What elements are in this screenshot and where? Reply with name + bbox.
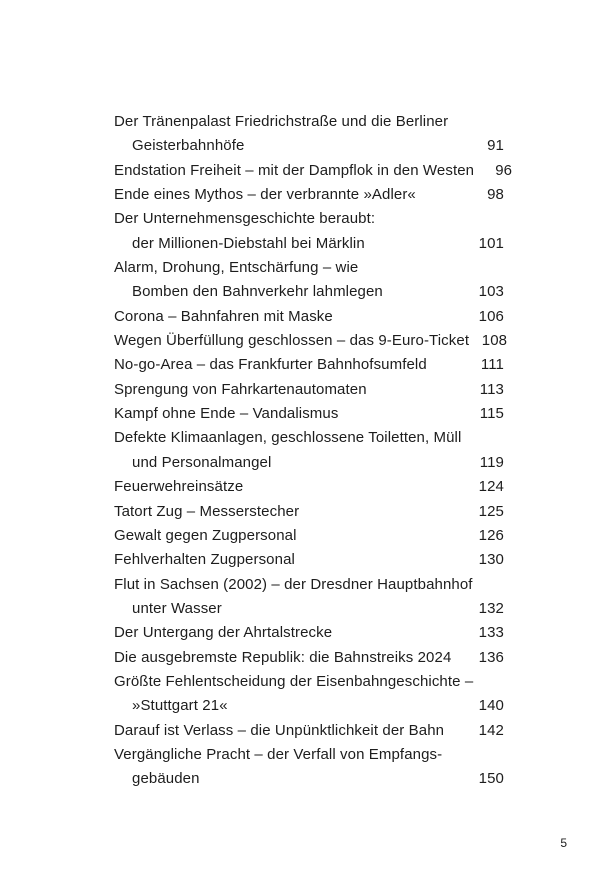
- toc-entry-title: der Millionen-Diebstahl bei Märklin: [132, 234, 365, 252]
- toc-entry-title: Darauf ist Verlass – die Unpünktlichkeit der Bahn: [114, 721, 445, 739]
- toc-entry-title: Bomben den Bahnverkehr lahmlegen: [132, 283, 383, 301]
- toc-entry-title: Tatort Zug – Messerstecher: [114, 502, 300, 520]
- toc-entry-title: Flut in Sachsen (2002) – der Dresdner Hauptbahnhof: [114, 575, 473, 593]
- toc-entry-line: [114, 232, 504, 256]
- toc-entry-title: Vergängliche Pracht – der Verfall von Empfangs-: [114, 745, 443, 763]
- toc-entry-line: [114, 451, 504, 475]
- toc-entry-line: [114, 378, 504, 402]
- toc-entry-line: [114, 475, 504, 499]
- toc-entry-page: 150: [478, 770, 504, 788]
- toc-entry-line: [114, 329, 508, 353]
- toc-entry-title: Fehlverhalten Zugpersonal: [114, 551, 295, 569]
- toc-entry-page: 103: [478, 283, 504, 301]
- toc-entry-line: [114, 670, 504, 694]
- toc-entry-line: [114, 183, 504, 207]
- toc-entry-title: No-go-Area – das Frankfurter Bahnhofsumfeld: [114, 356, 427, 374]
- toc-entry-line: [114, 646, 504, 670]
- toc-entry-page: 91: [487, 137, 504, 155]
- toc-entry-line: [114, 353, 504, 377]
- toc-entry-line: [114, 573, 504, 597]
- toc-entry-title: Der Untergang der Ahrtalstrecke: [114, 624, 333, 642]
- toc-entry-line: [114, 597, 504, 621]
- toc-entry-title: »Stuttgart 21«: [132, 697, 228, 715]
- toc-entry-page: 130: [478, 551, 504, 569]
- toc-entry-line: [114, 305, 504, 329]
- toc-entry-line: [114, 548, 504, 572]
- toc-entry-page: 101: [478, 234, 504, 252]
- toc-entry-title: Wegen Überfüllung geschlossen – das 9-Euro-Ticket: [114, 332, 470, 350]
- toc-entry-page: 142: [478, 721, 504, 739]
- toc-entry-title: Der Tränenpalast Friedrichstraße und die Berliner: [114, 113, 449, 130]
- toc-entry-page: 136: [478, 648, 504, 666]
- toc-entry-page: 106: [478, 307, 504, 325]
- toc-entry-title: Der Unternehmensgeschichte beraubt:: [114, 210, 376, 228]
- toc-entry-page: 125: [478, 502, 504, 520]
- toc-entry-page: 115: [479, 405, 504, 423]
- toc-entry-title: Geisterbahnhöfe: [132, 137, 245, 155]
- toc-entry-line: [114, 280, 504, 304]
- toc-entry-line: [114, 256, 504, 280]
- toc-entry-title: Feuerwehreinsätze: [114, 478, 244, 496]
- toc-entry-title: Gewalt gegen Zugpersonal: [114, 526, 297, 544]
- toc-entry-line: [114, 524, 504, 548]
- toc-entry-page: 124: [478, 478, 504, 496]
- toc-entry-page: 108: [481, 332, 508, 350]
- toc-entry-page: 126: [478, 526, 504, 544]
- toc-entry-page: 111: [480, 356, 504, 374]
- toc-entry-line: [114, 767, 504, 791]
- page-number-footer: 5: [560, 836, 567, 850]
- toc-entry-line: [114, 207, 504, 231]
- toc-entry-page: 133: [478, 624, 504, 642]
- toc-entry-title: unter Wasser: [132, 599, 222, 617]
- toc-entry-title: Endstation Freiheit – mit der Dampflok in den Westen: [114, 161, 475, 179]
- toc-entry-title: Ende eines Mythos – der verbrannte »Adler«: [114, 186, 416, 204]
- toc-entry-line: [114, 426, 504, 450]
- toc-entry-page: 119: [479, 453, 504, 471]
- toc-entry-title: Kampf ohne Ende – Vandalismus: [114, 405, 339, 423]
- toc-entry-title: und Personalmangel: [132, 453, 272, 471]
- toc-entry-line: [114, 719, 504, 743]
- toc-entry-title: gebäuden: [132, 770, 200, 788]
- toc-entry-line: [114, 134, 504, 158]
- toc-entry-line: [114, 694, 504, 718]
- toc-entry-title: Alarm, Drohung, Entschärfung – wie: [114, 259, 359, 277]
- toc-entry-page: 96: [495, 161, 513, 179]
- toc-entry-title: Sprengung von Fahrkartenautomaten: [114, 380, 367, 398]
- toc-entry-line: [114, 402, 504, 426]
- toc-entry-line: [114, 110, 504, 134]
- toc-entry-title: Größte Fehlentscheidung der Eisenbahngeschichte –: [114, 672, 474, 690]
- toc-entry-page: 113: [479, 380, 504, 398]
- toc-entry-page: 140: [478, 697, 504, 715]
- toc-entry-page: 98: [487, 186, 504, 204]
- toc-entry-title: Die ausgebremste Republik: die Bahnstreiks 2024: [114, 648, 452, 666]
- toc-entry-line: [114, 743, 504, 767]
- toc-entry-line: [114, 621, 504, 645]
- toc-list: [114, 110, 513, 792]
- toc-entry-page: 132: [478, 599, 504, 617]
- toc-entry-title: Corona – Bahnfahren mit Maske: [114, 307, 333, 325]
- toc-entry-title: Defekte Klimaanlagen, geschlossene Toiletten, Müll: [114, 429, 462, 447]
- toc-entry-line: [114, 500, 504, 524]
- toc-entry-line: [114, 159, 513, 183]
